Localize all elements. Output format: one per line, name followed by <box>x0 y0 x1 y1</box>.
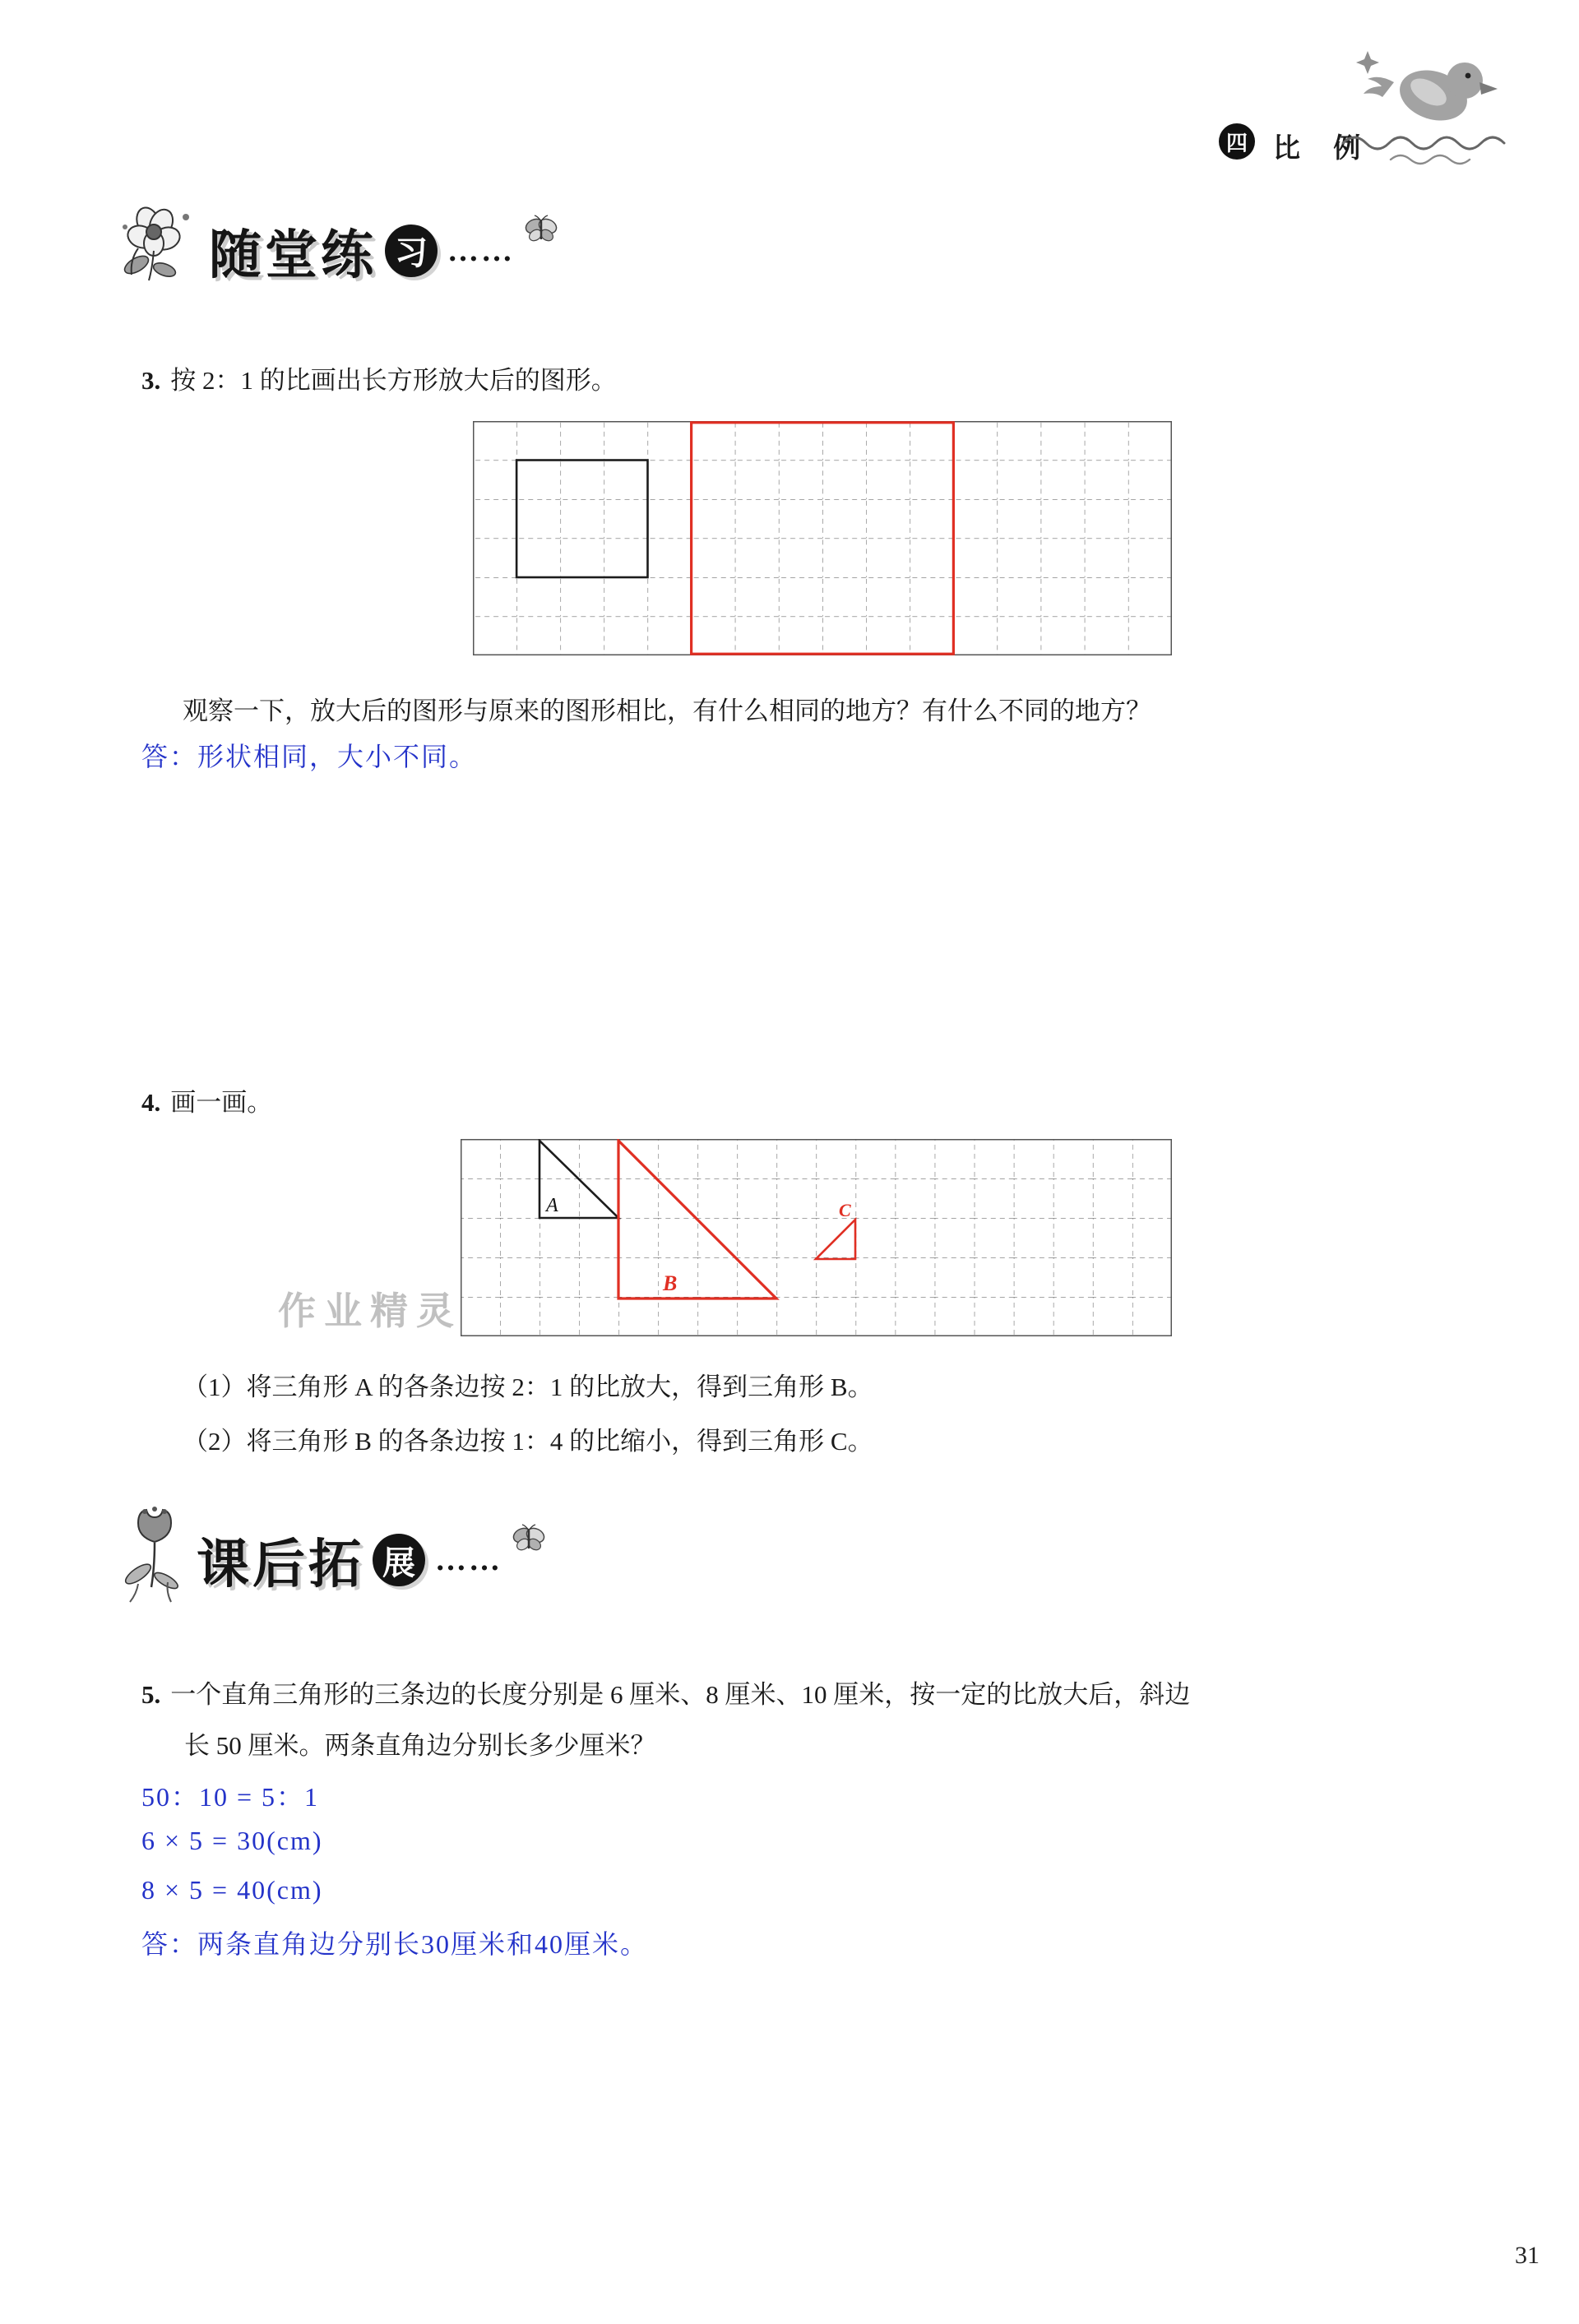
question-5-work-line-2: 6 × 5 = 30(cm) <box>141 1826 323 1855</box>
page-number: 31 <box>1515 2242 1540 2269</box>
question-5-work-line-3: 8 × 5 = 40(cm) <box>141 1875 323 1905</box>
question-3-number: 3. <box>141 366 161 395</box>
bird-beak <box>1479 82 1498 95</box>
question-5 <box>141 1676 1190 1715</box>
butterfly-icon <box>523 215 559 244</box>
question-5-text-line1: 一个直角三角形的三条边的长度分别是 6 厘米、8 厘米、10 厘米，按一定的比放大后，斜边 <box>170 1680 1191 1709</box>
section-title-extension: 课后拓 <box>197 1535 364 1594</box>
unit-title: 比 例 <box>1273 134 1374 164</box>
unit-number: 四 <box>1225 131 1248 155</box>
question-3-observe-text: 观察一下，放大后的图形与原来的图形相比，有什么相同的地方？有什么不同的地方？ <box>183 697 1151 725</box>
question-5-work-line-1: 50：10 = 5：1 <box>141 1782 320 1812</box>
grid-q4 <box>461 1139 1172 1336</box>
question-3 <box>141 362 617 400</box>
question-4 <box>141 1084 272 1123</box>
tulip-icon <box>113 1507 192 1613</box>
question-3-text: 按 2：1 的比画出长方形放大后的图形。 <box>170 366 617 395</box>
wave-line-small <box>1391 155 1470 164</box>
section-circle-char: 展 <box>373 1534 425 1586</box>
watermark: 作业精灵 <box>278 1290 462 1332</box>
section-title-practice: 随堂练 <box>209 225 377 285</box>
wave-line <box>1343 137 1504 149</box>
bird-eye <box>1466 73 1471 79</box>
section-dots: …… <box>435 1543 502 1577</box>
triangle-b-label: B <box>663 1271 678 1295</box>
question-3-answer: 答：形状相同，大小不同。 <box>141 742 478 771</box>
section-circle-char: 习 <box>385 225 438 277</box>
section-header-extension <box>113 1507 547 1613</box>
section-header-practice <box>113 199 559 302</box>
star-icon <box>1356 51 1379 74</box>
flower-icon <box>113 199 204 302</box>
question-4-number: 4. <box>141 1088 161 1117</box>
grid-q3 <box>473 421 1172 655</box>
section-dots: …… <box>447 233 515 268</box>
question-5-text-line2: 长 50 厘米。两条直角边分别长多少厘米？ <box>184 1731 656 1760</box>
question-5-number: 5. <box>141 1680 161 1709</box>
bird-tail <box>1364 77 1394 97</box>
butterfly-icon <box>511 1524 547 1553</box>
triangle-c-label: C <box>839 1200 851 1220</box>
question-4-item-1: （1）将三角形 A 的各条边按 2：1 的比放大，得到三角形 B。 <box>183 1373 873 1401</box>
triangle-a-label: A <box>546 1195 558 1216</box>
unit-number-badge <box>1219 123 1255 160</box>
bird-illustration <box>1336 39 1526 175</box>
question-4-text: 画一画。 <box>170 1088 273 1117</box>
question-5-answer: 答：两条直角边分别长30厘米和40厘米。 <box>141 1929 649 1959</box>
bird-head <box>1447 62 1483 99</box>
question-4-item-2: （2）将三角形 B 的各条边按 1：4 的比缩小，得到三角形 C。 <box>183 1427 873 1456</box>
grid-q3-cells <box>473 421 1172 655</box>
